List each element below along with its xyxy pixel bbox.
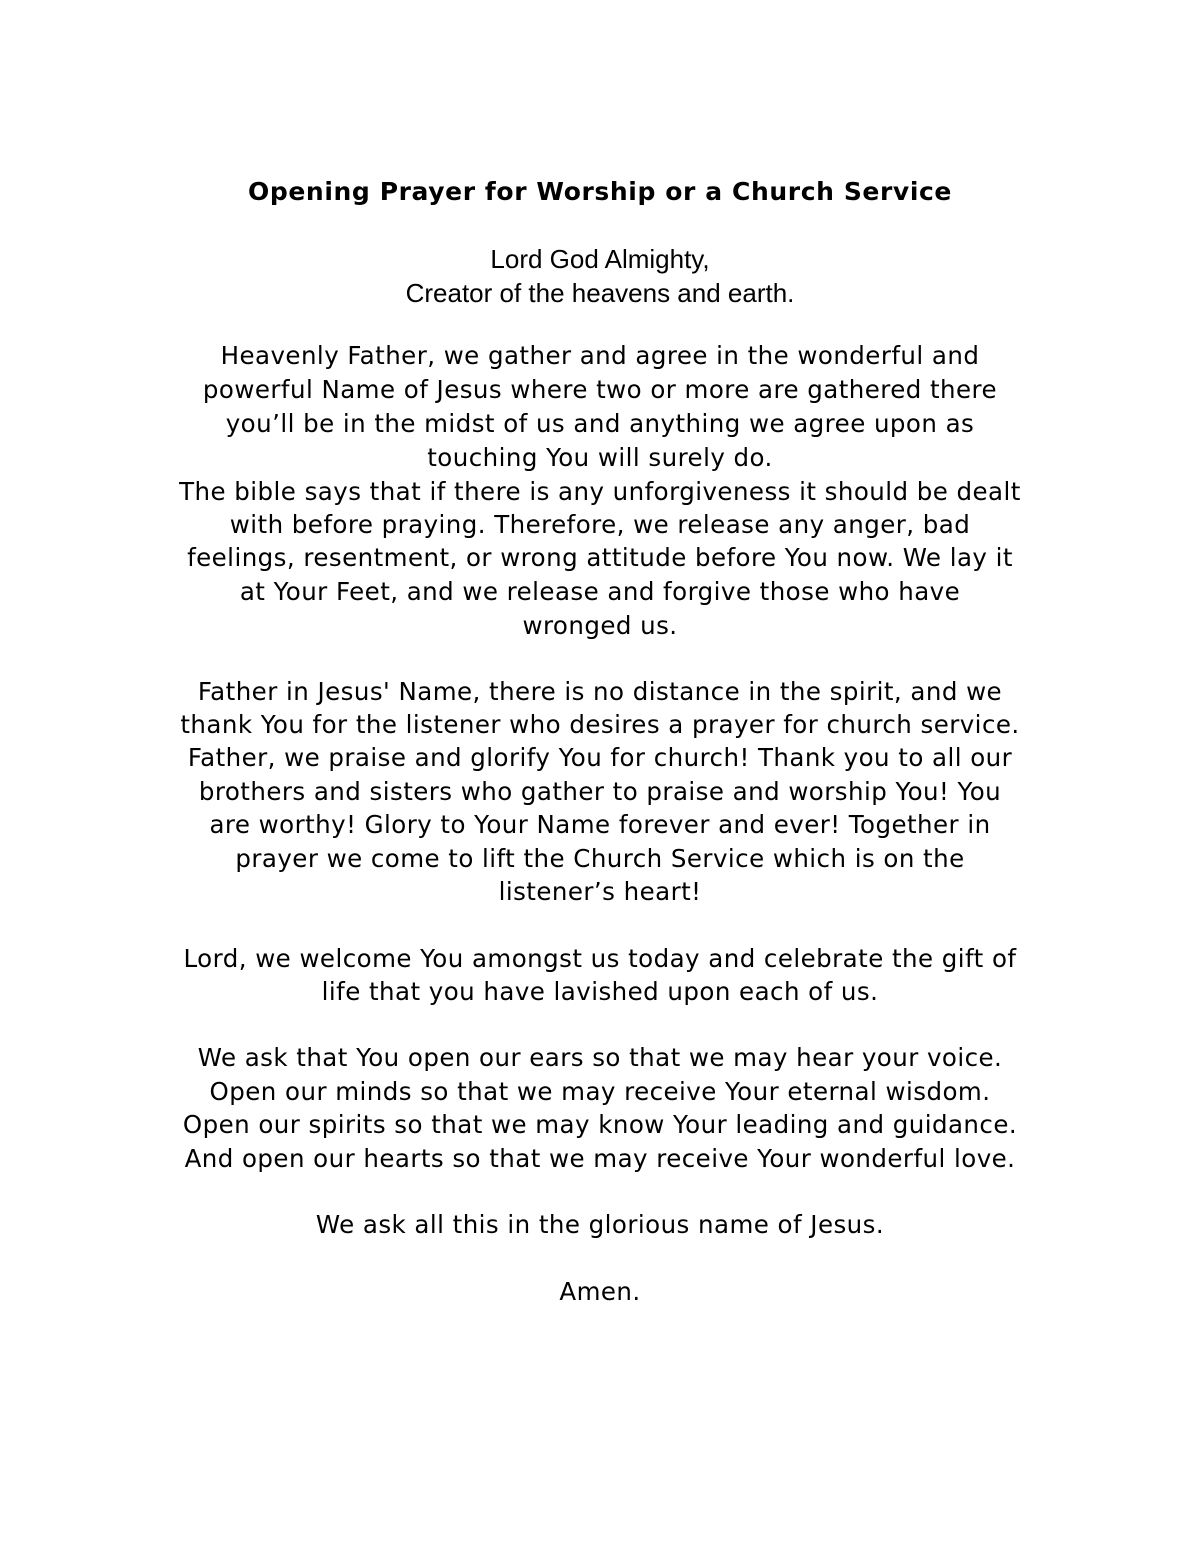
paragraph-line: We ask all this in the glorious name of Jesus. bbox=[315, 1210, 885, 1239]
invocation-line: Creator of the heavens and earth. bbox=[405, 278, 795, 308]
paragraph-line: Open our spirits so that we may know Your leading and guidance. bbox=[182, 1110, 1018, 1139]
paragraph-line: prayer we come to lift the Church Service which is on the bbox=[235, 844, 965, 873]
paragraph-line: at Your Feet, and we release and forgive those who have bbox=[239, 577, 961, 606]
paragraph-line: Heavenly Father, we gather and agree in the wonderful and bbox=[220, 341, 980, 370]
paragraph-line: brothers and sisters who gather to praise and worship You! You bbox=[198, 777, 1002, 806]
paragraph-line: We ask that You open our ears so that we may hear your voice. bbox=[197, 1043, 1003, 1072]
paragraph-line: are worthy! Glory to Your Name forever and ever! Together in bbox=[209, 810, 991, 839]
paragraph-line: Lord, we welcome You amongst us today and celebrate the gift of bbox=[183, 944, 1017, 973]
paragraph-line: with before praying. Therefore, we release any anger, bad bbox=[229, 510, 971, 539]
page-title: Opening Prayer for Worship or a Church Service bbox=[248, 177, 952, 206]
paragraph-line: listener’s heart! bbox=[498, 877, 702, 906]
invocation-line: Lord God Almighty, bbox=[490, 244, 710, 274]
paragraph-line: Father, we praise and glorify You for church! Thank you to all our bbox=[187, 743, 1013, 772]
paragraph-line: touching You will surely do. bbox=[427, 443, 773, 472]
paragraph-line: The bible says that if there is any unforgiveness it should be dealt bbox=[179, 477, 1021, 506]
paragraph-line: Father in Jesus' Name, there is no distance in the spirit, and we bbox=[197, 677, 1003, 706]
paragraph-line: And open our hearts so that we may receive Your wonderful love. bbox=[184, 1144, 1016, 1173]
paragraph-line: thank You for the listener who desires a prayer for church service. bbox=[180, 710, 1020, 739]
paragraph-line: Open our minds so that we may receive Your eternal wisdom. bbox=[209, 1077, 991, 1106]
paragraph-line: powerful Name of Jesus where two or more are gathered there bbox=[202, 375, 998, 404]
paragraph-line: wronged us. bbox=[522, 611, 678, 640]
paragraph-line: life that you have lavished upon each of us. bbox=[321, 977, 879, 1006]
closing-amen: Amen. bbox=[559, 1277, 641, 1306]
paragraph-line: you’ll be in the midst of us and anything we agree upon as bbox=[225, 409, 975, 438]
paragraph-line: feelings, resentment, or wrong attitude before You now. We lay it bbox=[187, 543, 1013, 572]
